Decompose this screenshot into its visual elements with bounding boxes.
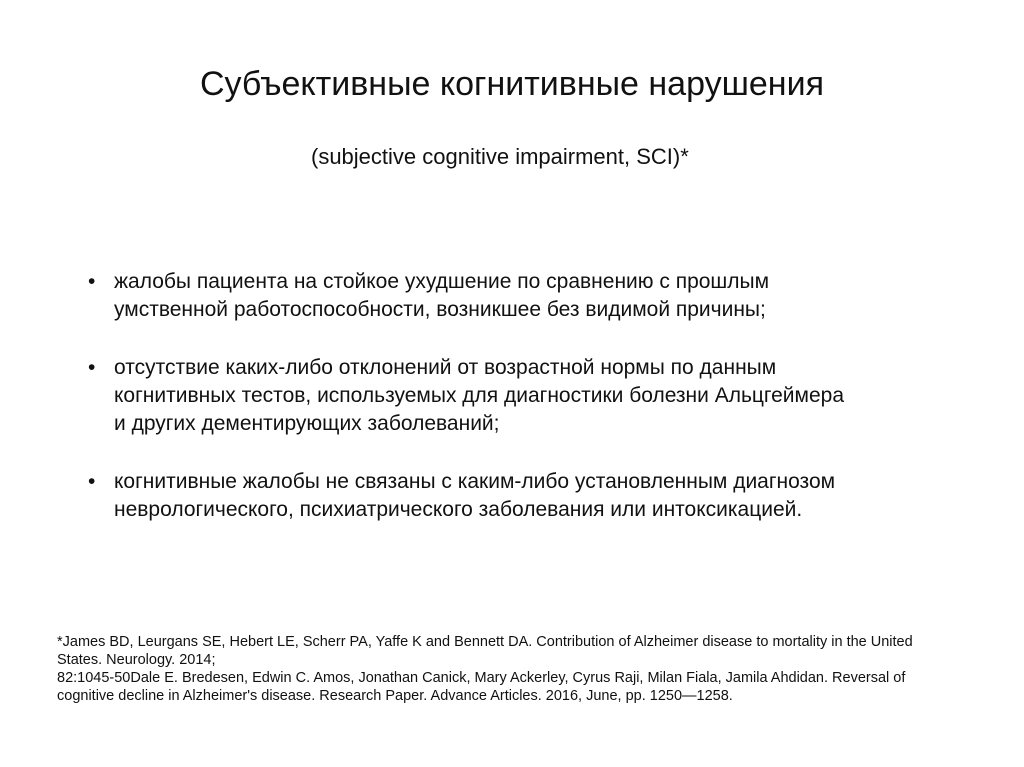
footnote-reference bbox=[57, 633, 957, 705]
bullet-item bbox=[88, 354, 948, 438]
bullet-line: жалобы пациента на стойкое ухудшение по сравнению с прошлым bbox=[114, 270, 770, 293]
bullet-line: когнитивные жалобы не связаны с каким-либо установленным диагнозом bbox=[114, 470, 836, 493]
footnote-line: States. Neurology. 2014; bbox=[57, 652, 216, 668]
bullet-list bbox=[88, 268, 948, 554]
bullet-line: отсутствие каких-либо отклонений от возрастной нормы по данным bbox=[114, 356, 777, 379]
bullet-item bbox=[88, 268, 948, 324]
bullet-line: неврологического, психиатрического заболевания или интоксикацией. bbox=[114, 498, 803, 521]
bullet-marker: • bbox=[88, 270, 96, 293]
footnote-line: *James BD, Leurgans SE, Hebert LE, Scherr PA, Yaffe K and Bennett DA. Contribution of Alzheimer disease to mortality in the United bbox=[57, 634, 913, 650]
bullet-item bbox=[88, 468, 948, 524]
bullet-line: и других дементирующих заболеваний; bbox=[114, 412, 500, 435]
bullet-marker: • bbox=[88, 356, 96, 379]
slide-subtitle: (subjective cognitive impairment, SCI)* bbox=[311, 144, 689, 169]
slide-title: Субъективные когнитивные нарушения bbox=[199, 65, 824, 103]
footnote-line: cognitive decline in Alzheimer's disease. Research Paper. Advance Articles. 2016, June, pp. 1250—1258. bbox=[57, 688, 733, 704]
footnote-line: 82:1045-50Dale E. Bredesen, Edwin C. Amos, Jonathan Canick, Mary Ackerley, Cyrus Raji, Milan Fiala, Jamila Ahdidan. Reversal of bbox=[57, 670, 906, 686]
bullet-line: умственной работоспособности, возникшее без видимой причины; bbox=[114, 298, 766, 321]
bullet-marker: • bbox=[88, 470, 96, 493]
bullet-line: когнитивных тестов, используемых для диагностики болезни Альцгеймера bbox=[114, 384, 845, 407]
